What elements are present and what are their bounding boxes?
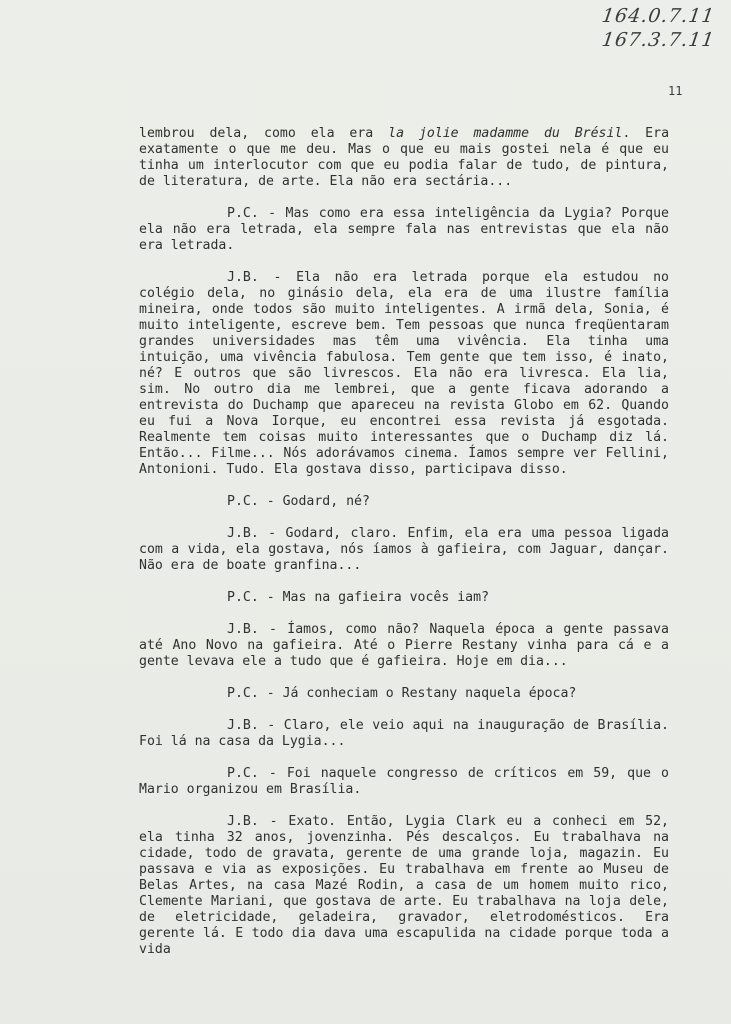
handwritten-note-2: 167.3.7.11 (600, 29, 717, 51)
paragraph-1-before: lembrou dela, como ela era (139, 126, 389, 141)
paragraph-5: J.B. - Godard, claro. Enfim, ela era uma pessoa ligada com a vida, ela gostava, nós íamos à gafieira, com Jaguar, dançar. Não era de boate granfina... (139, 526, 669, 573)
handwritten-annotation (602, 4, 715, 52)
paragraph-1-italic: la jolie madamme du Brésil (388, 126, 623, 141)
transcript-body (139, 126, 669, 958)
handwritten-note-1: 164.0.7.11 (600, 5, 717, 27)
paragraph-10: P.C. - Foi naquele congresso de críticos em 59, que o Mario organizou em Brasília. (139, 766, 669, 797)
paragraph-1-after: . Era exatamente o que me deu. Mas o que eu mais gostei nela é que eu tinha um interlocutor com que eu podia falar de tudo, de pintura, de literatura, de arte. Ela não era sectária... (139, 126, 670, 189)
paragraph-7: J.B. - Íamos, como não? Naquela época a gente passava até Ano Novo na gafieira. Até o Pierre Restany vinha para cá e a gente levava ele a tudo que é gafieira. Hoje em dia... (139, 622, 669, 669)
paragraph-11: J.B. - Exato. Então, Lygia Clark eu a conheci em 52, ela tinha 32 anos, jovenzinha. Pés descalços. Eu trabalhava na cidade, todo de gravata, gerente de uma grande loja, magazin. Eu passava e via as exposições. Eu trabalhava em frente ao Museu de Belas Artes, na casa Mazé Rodin, a casa de um homem muito rico, Clemente Mariani, que gostava de arte. Eu trabalhava na loja dele, de eletricidade, geladeira, gravador, eletrodomésticos. Era gerente lá. E todo dia dava uma escapulida na cidade porque toda a vida (139, 814, 669, 957)
page-number: 11 (668, 84, 683, 98)
paragraph-6: P.C. - Mas na gafieira vocês iam? (227, 590, 490, 605)
paragraph-1 (139, 126, 669, 190)
paragraph-9: J.B. - Claro, ele veio aqui na inauguração de Brasília. Foi lá na casa da Lygia... (139, 718, 669, 749)
paragraph-8: P.C. - Já conheciam o Restany naquela época? (227, 686, 577, 701)
paragraph-4: P.C. - Godard, né? (227, 494, 370, 509)
paragraph-2: P.C. - Mas como era essa inteligência da Lygia? Porque ela não era letrada, ela sempre fala nas entrevistas que ela não era letrada. (139, 206, 669, 253)
paragraph-3: J.B. - Ela não era letrada porque ela estudou no colégio dela, no ginásio dela, ela era de uma ilustre família mineira, onde todos são muito inteligentes. A irmã dela, Sonia, é muito inteligente, escreve bem. Tem pessoas que nunca freqüentaram grandes universidades mas têm uma vivência. Ela tinha uma intuição, uma vivência fabulosa. Tem gente que tem isso, é inato, né? E outros que são livrescos. Ela não era livresca. Ela lia, sim. No outro dia me lembrei, que a gente ficava adorando a entrevista do Duchamp que apareceu na revista Globo em 62. Quando eu fui a Nova Iorque, eu encontrei essa revista já esgotada. Realmente tem coisas muito interessantes que o Duchamp diz lá. Então... Filme... Nós adorávamos cinema. Íamos sempre ver Fellini, Antonioni. Tudo. Ela gostava disso, participava disso. (139, 270, 669, 477)
